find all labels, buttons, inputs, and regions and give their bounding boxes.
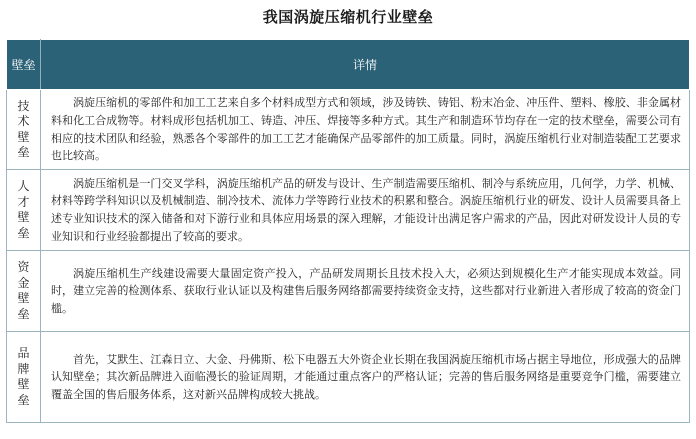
row-detail-tech: 涡旋压缩机的零部件和加工工艺来自多个材料成型方式和领域，涉及铸铁、铸铝、粉末冶金、冲压件、塑料、橡胶、非金属材料和化工合成物等。材料成形包括机加工、铸造、冲压、焊接等多种方式。其生产和制造环节均存在一定的技术壁垒，需要公司有相应的技术团队和经验，熟悉各个零部件的加工工艺才能确保产品零部件的加工质量。同时，涡旋压缩机行业对制造装配工艺要求也比较高。 xyxy=(41,90,690,170)
row-label-brand: 品 牌 壁 垒 xyxy=(7,332,41,423)
page-title: 我国涡旋压缩机行业壁垒 xyxy=(262,8,434,26)
table-row xyxy=(7,90,690,170)
row-label-tech: 技 术 壁 垒 xyxy=(7,90,41,170)
table-row xyxy=(7,251,690,332)
header-detail: 详情 xyxy=(41,40,690,90)
header-barrier: 壁垒 xyxy=(7,40,41,90)
row-label-talent: 人 才 壁 垒 xyxy=(7,170,41,251)
table-header-row xyxy=(7,40,690,90)
table-row xyxy=(7,170,690,251)
row-detail-capital: 涡旋压缩机生产线建设需要大量固定资产投入，产品研发周期长且技术投入大，必须达到规模化生产才能实现成本效益。同时，建立完善的检测体系、获取行业认证以及构建售后服务网络都需要持续资金支持，这些都对行业新进入者形成了较高的资金门槛。 xyxy=(41,251,690,332)
row-detail-talent: 涡旋压缩机是一门交叉学科，涡旋压缩机产品的研发与设计、生产制造需要压缩机、制冷与系统应用，几何学，力学、机械、材料等跨学科知识以及机械制造、制冷技术、流体力学等跨行业技术的积累和整合。涡旋压缩机行业的研发、设计人员需要具备上述专业知识技术的深入储备和对下游行业和具体应用场景的深入理解，才能设计出满足客户需求的产品，因此对研发设计人员的专业知识和行业经验都提出了较高的要求。 xyxy=(41,170,690,251)
table-row xyxy=(7,332,690,423)
row-label-capital: 资 金 壁 垒 xyxy=(7,251,41,332)
row-detail-brand: 首先，艾默生、江森日立、大金、丹佛斯、松下电器五大外资企业长期在我国涡旋压缩机市场占据主导地位，形成强大的品牌认知壁垒；其次新品牌进入面临漫长的验证周期，才能通过重点客户的严格认证；完善的售后服务网络是重要竞争门槛，需要建立覆盖全国的售后服务体系，这对新兴品牌构成较大挑战。 xyxy=(41,332,690,423)
barriers-table xyxy=(6,39,690,423)
